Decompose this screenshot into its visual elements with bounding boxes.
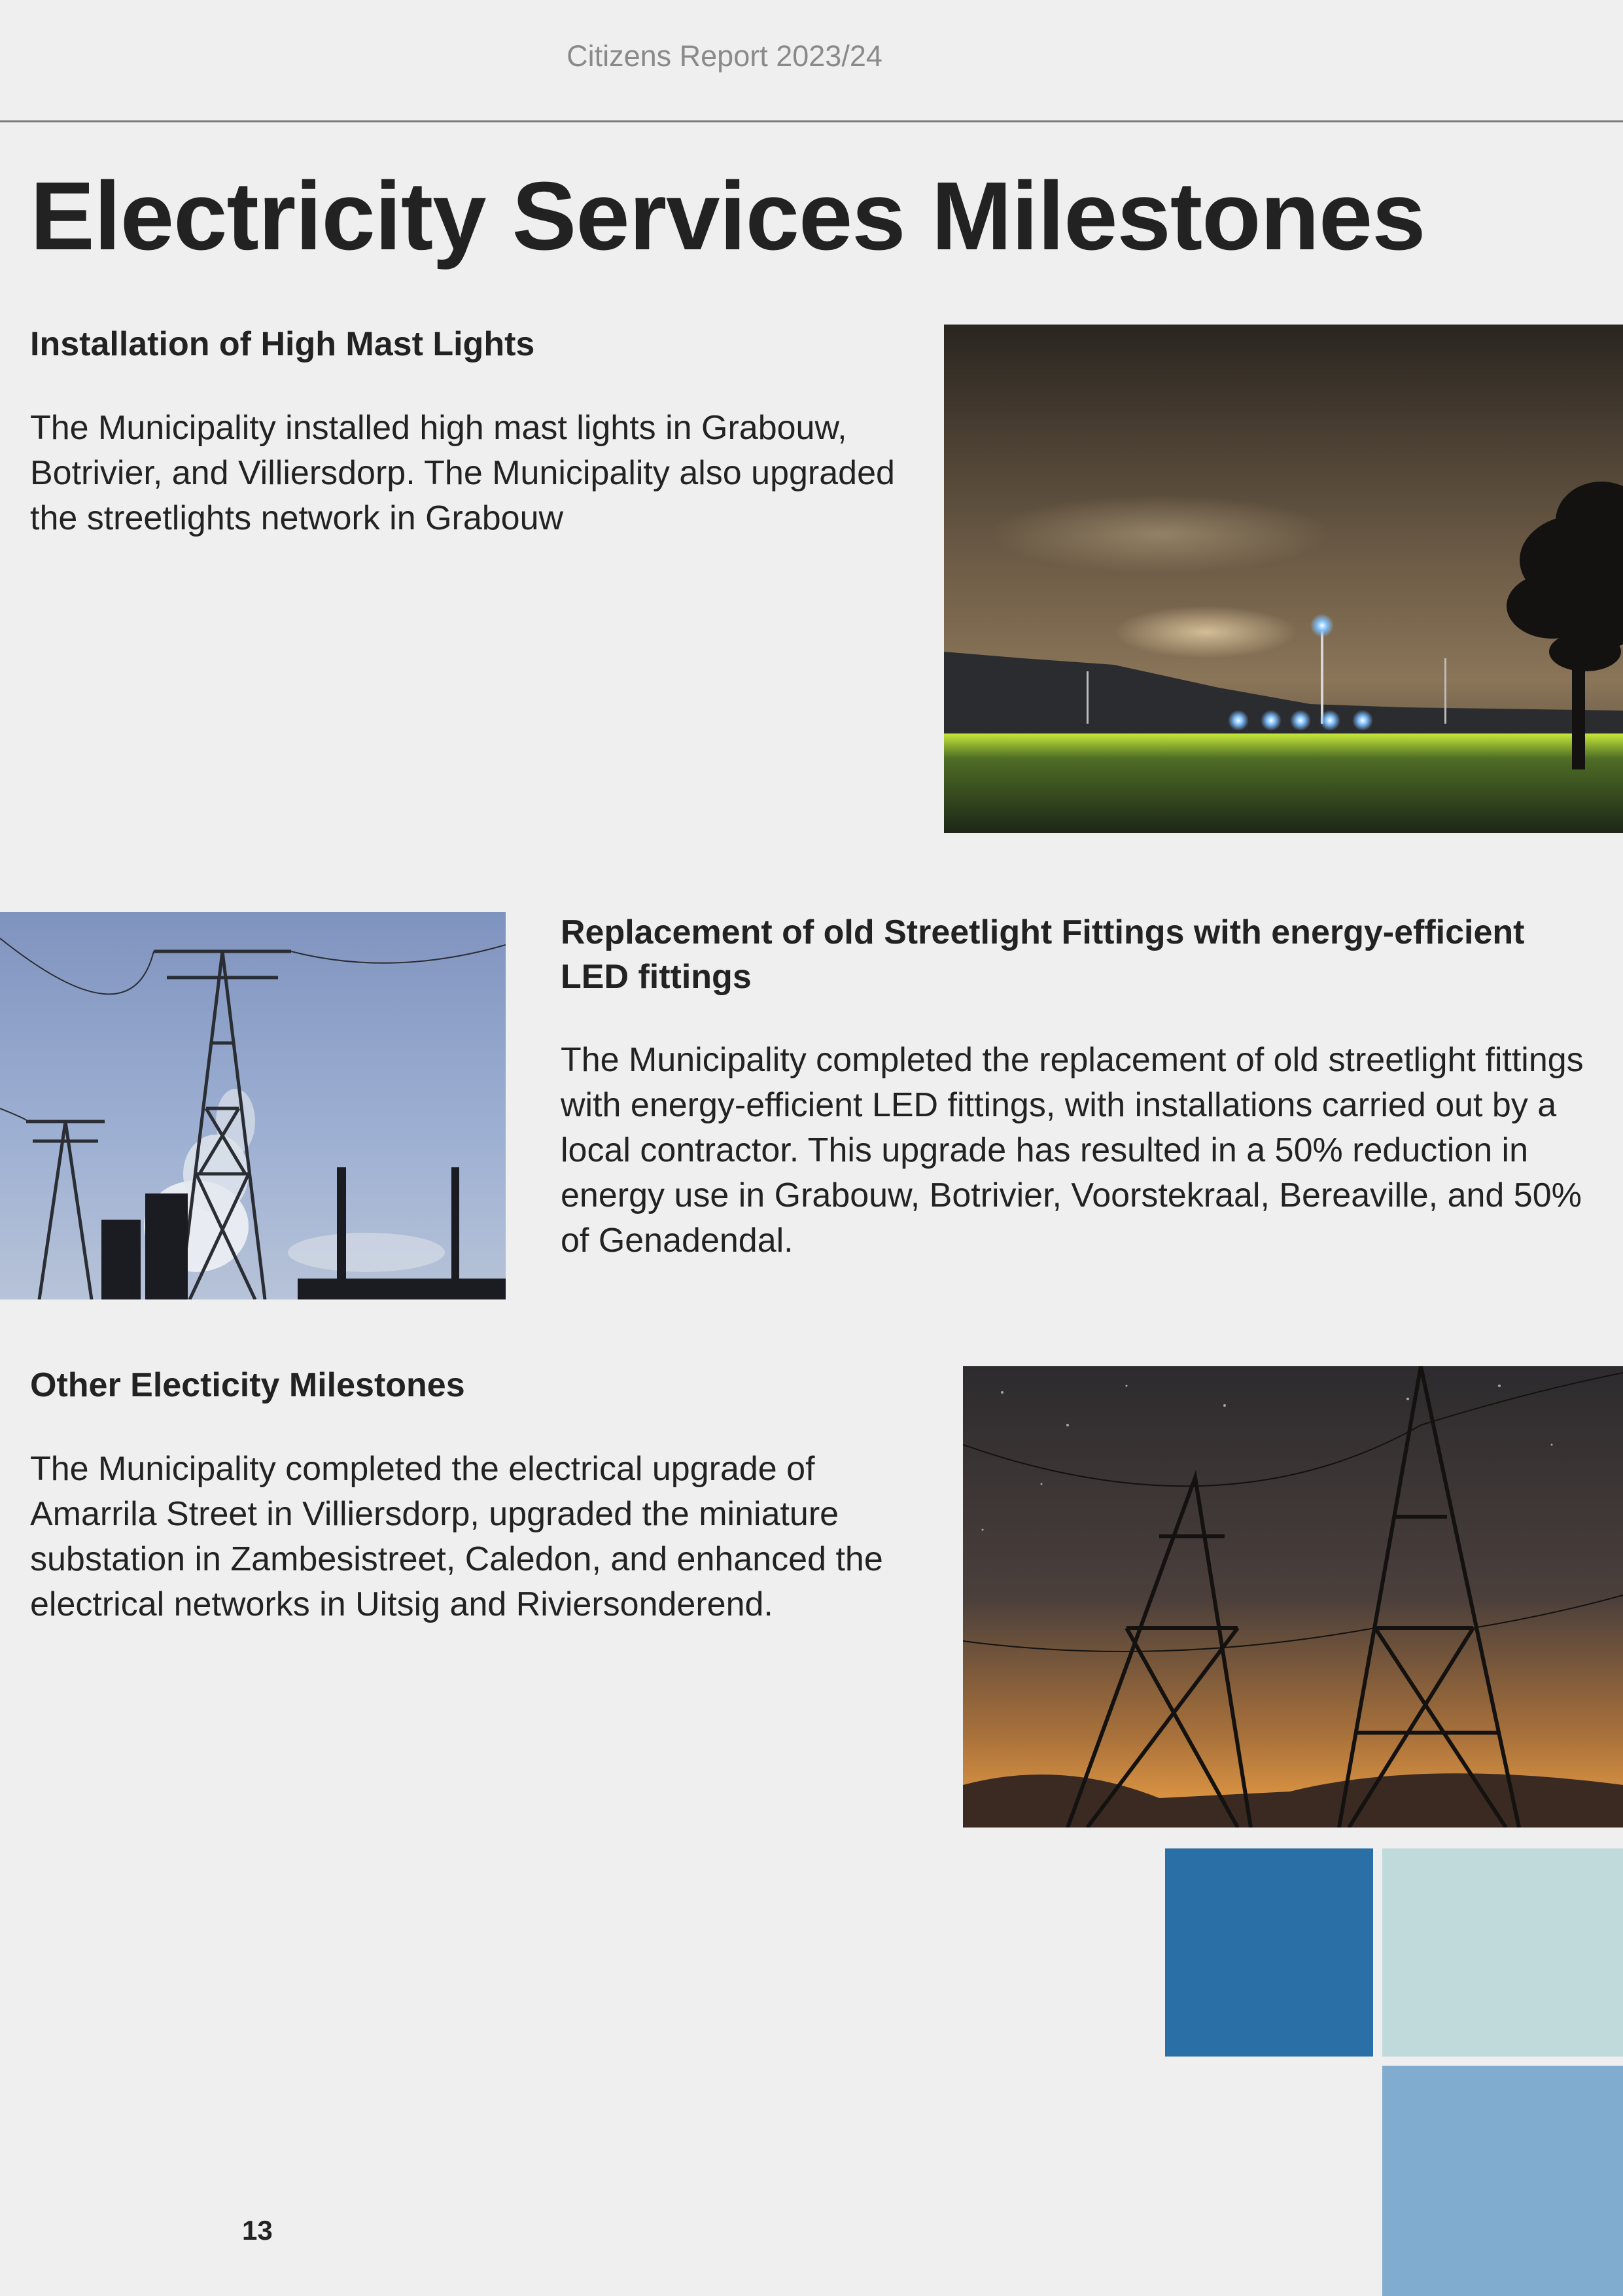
section-body-high-mast-lights: The Municipality installed high mast lights in Grabouw, Botrivier, and Villiersdorp. The Municipality also upgraded the streetlights network in Grabouw [30, 409, 895, 537]
section-body-other-milestones: The Municipality completed the electrical upgrade of Amarrila Street in Villiersdorp, upgraded the miniature substation in Zambesistreet, Caledon, and enhanced the electrical networks in Uitsig and Riviersonderend. [30, 1450, 883, 1623]
section-body-led-fittings: The Municipality completed the replacement of old streetlight fittings with energy-efficient LED fittings, with installations carried out by a local contractor. This upgrade has resulted in a 50% reduction in energy use in Grabouw, Botrivier, Voorstekraal, Bereaville, and 50% of Genadendal. [561, 1041, 1584, 1260]
section-heading-other-milestones: Other Electicity Milestones [30, 1366, 465, 1404]
section-heading-led-fittings: Replacement of old Streetlight Fittings with energy-efficient LED fittings [561, 913, 1525, 996]
page-title: Electricity Services Milestones [30, 162, 1425, 270]
page-number: 13 [242, 2215, 273, 2246]
section-heading-high-mast-lights: Installation of High Mast Lights [30, 325, 535, 363]
header-divider [0, 120, 1623, 122]
decor-block-light-blue [1382, 2066, 1623, 2296]
report-title: Citizens Report 2023/24 [567, 39, 882, 73]
decor-block-pale-teal [1382, 1848, 1623, 2057]
power-station-pylons-photo [0, 912, 506, 1299]
decor-block-dark-blue [1165, 1848, 1373, 2057]
high-mast-lights-photo [944, 325, 1623, 833]
pylons-at-night-photo [963, 1366, 1623, 1828]
